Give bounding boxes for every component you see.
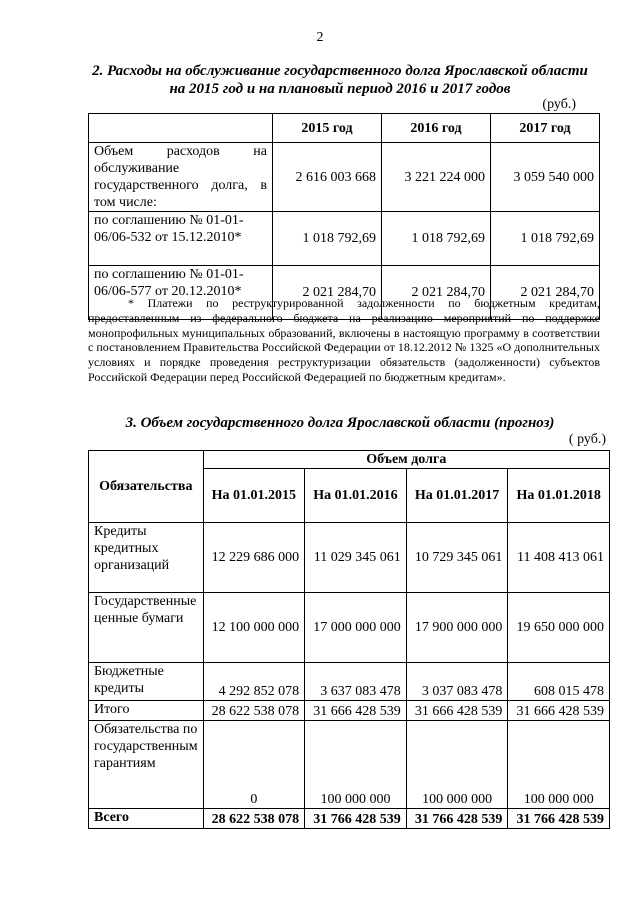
value-cell: 3 221 224 000 xyxy=(382,143,491,212)
table-row-total xyxy=(89,809,610,829)
table-row xyxy=(89,663,610,701)
page-number: 2 xyxy=(316,30,324,45)
date-header: На 01.01.2015 xyxy=(203,469,305,523)
section-2-title-line1: 2. Расходы на обслуживание государственного долга Ярославской области xyxy=(92,63,588,79)
value-cell: 3 037 083 478 xyxy=(406,663,508,701)
value-cell: 31 666 428 539 xyxy=(305,701,407,721)
value-cell: 1 018 792,69 xyxy=(382,212,491,266)
header-empty xyxy=(89,114,273,143)
table-row xyxy=(89,143,600,212)
value-cell: 1 018 792,69 xyxy=(273,212,382,266)
header-2017: 2017 год xyxy=(491,114,600,143)
value-cell: 31 666 428 539 xyxy=(406,701,508,721)
value-cell: 31 766 428 539 xyxy=(406,809,508,829)
table-row xyxy=(89,721,610,809)
value-cell: 2 616 003 668 xyxy=(273,143,382,212)
value-cell: 11 029 345 061 xyxy=(305,523,407,593)
value-cell: 2 021 284,70 xyxy=(491,266,600,320)
table-row xyxy=(89,523,610,593)
value-cell: 31 766 428 539 xyxy=(508,809,610,829)
table-row xyxy=(89,593,610,663)
value-cell: 100 000 000 xyxy=(406,721,508,809)
debt-volume-header: Объем долга xyxy=(203,451,609,469)
value-cell: 0 xyxy=(203,721,305,809)
row-label: Кредиты кредитных организаций xyxy=(89,523,204,593)
value-cell: 100 000 000 xyxy=(305,721,407,809)
value-cell: 12 100 000 000 xyxy=(203,593,305,663)
value-cell: 28 622 538 078 xyxy=(203,701,305,721)
value-cell: 31 666 428 539 xyxy=(508,701,610,721)
footnote: * Платежи по реструктурированной задолженности по бюджетным кредитам, предоставленным из федерального бюджета на реализацию мероприятий по поддержке монопрофильных муниципальных образований, включены в настоящую программу в соответствии с постановлением Правительства Российской Федерации от 18.12.2012 № 1325 «О дополнительных условиях и порядке проведения реструктуризации обязательств (задолженности) субъектов Российской Федерации перед Российской Федерацией по бюджетным кредитам». xyxy=(88,296,600,384)
debt-volume-table xyxy=(88,450,610,829)
section-2-unit: (руб.) xyxy=(542,97,576,112)
value-cell: 608 015 478 xyxy=(508,663,610,701)
date-header: На 01.01.2016 xyxy=(305,469,407,523)
value-cell: 3 637 083 478 xyxy=(305,663,407,701)
section-2-title xyxy=(60,62,620,98)
value-cell: 12 229 686 000 xyxy=(203,523,305,593)
section-2-title-line2: на 2015 год и на плановый период 2016 и 2017 годов xyxy=(169,81,511,97)
value-cell: 17 000 000 000 xyxy=(305,593,407,663)
value-cell: 2 021 284,70 xyxy=(382,266,491,320)
row-label: Бюджетные кредиты xyxy=(89,663,204,701)
header-2015: 2015 год xyxy=(273,114,382,143)
value-cell: 3 059 540 000 xyxy=(491,143,600,212)
table-header-row xyxy=(89,114,600,143)
debt-service-table xyxy=(88,113,600,320)
obligations-header: Обязательства xyxy=(89,451,204,523)
table-row xyxy=(89,212,600,266)
section-3-title: 3. Объем государственного долга Ярославской области (прогноз) xyxy=(125,415,555,431)
value-cell: 100 000 000 xyxy=(508,721,610,809)
value-cell: 17 900 000 000 xyxy=(406,593,508,663)
row-label: Итого xyxy=(89,701,204,721)
header-2016: 2016 год xyxy=(382,114,491,143)
value-cell: 10 729 345 061 xyxy=(406,523,508,593)
value-cell: 28 622 538 078 xyxy=(203,809,305,829)
row-label: Обязательства по государственным гарантиям xyxy=(89,721,204,809)
row-label: по соглашению № 01-01-06/06-577 от 20.12.2010* xyxy=(89,266,273,320)
row-label: Объем расходов на обслуживание государственного долга, в том числе: xyxy=(89,143,273,212)
value-cell: 11 408 413 061 xyxy=(508,523,610,593)
section-3-unit: ( руб.) xyxy=(568,432,606,447)
date-header: На 01.01.2017 xyxy=(406,469,508,523)
value-cell: 31 766 428 539 xyxy=(305,809,407,829)
value-cell: 19 650 000 000 xyxy=(508,593,610,663)
row-label: Всего xyxy=(89,809,204,829)
value-cell: 2 021 284,70 xyxy=(273,266,382,320)
value-cell: 4 292 852 078 xyxy=(203,663,305,701)
row-label: по соглашению № 01-01-06/06-532 от 15.12.2010* xyxy=(89,212,273,266)
table-row xyxy=(89,701,610,721)
date-header: На 01.01.2018 xyxy=(508,469,610,523)
value-cell: 1 018 792,69 xyxy=(491,212,600,266)
row-label: Государственные ценные бумаги xyxy=(89,593,204,663)
table-header-row xyxy=(89,451,610,469)
